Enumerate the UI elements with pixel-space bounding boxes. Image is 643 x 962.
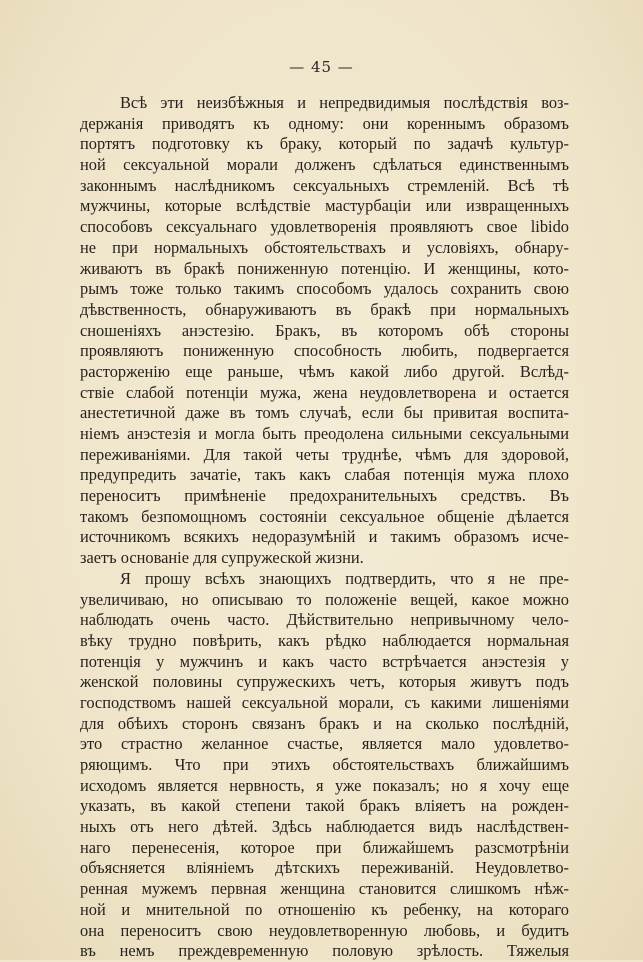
body-text [80,93,569,962]
text-line: исходомъ является нервность, я уже показалъ; но я хочу еще [80,775,569,795]
text-line: для обѣихъ сторонъ связанъ бракъ и на сколько послѣдній, [80,713,569,733]
text-line: источникомъ всякихъ недоразумѣній и такимъ образомъ исче- [80,527,569,547]
text-line: портятъ подготовку къ браку, который по задачѣ культур- [80,134,569,154]
text-line: заетъ основаніе для супружеской жизни. [80,548,364,568]
text-line: ствіе слабой потенціи мужа, жена неудовлетворена и остается [80,382,569,402]
text-line: она переноситъ свою неудовлетворенную любовь, и будитъ [80,920,569,940]
text-line: увеличиваю, но описываю то положеніе вещей, какое можно [80,589,569,609]
text-line: ной сексуальной морали долженъ сдѣлаться единственнымъ [80,155,569,175]
text-line: ніемъ анэстезія и могла быть преодолена сильными сексуальными [80,424,569,443]
text-line: потенція у мужчинъ и какъ часто встрѣчается анэстезія у [80,651,569,671]
text-line: расторженію еще раньше, чѣмъ какой либо другой. Вслѣд- [80,361,569,381]
text-line: женской половины супружескихъ четъ, которыя живутъ подъ [80,672,569,692]
text-line: ряющимъ. Что при этихъ обстоятельствахъ ближайшимъ [80,755,569,774]
paragraph [80,569,569,962]
text-line: ныхъ отъ него дѣтей. Здѣсь наблюдается видъ наслѣдствен- [80,817,569,837]
page-number: — 45 — [289,58,354,76]
text-line: живаютъ въ бракѣ пониженную потенцію. И женщины, кото- [80,258,569,278]
text-line: переноситъ примѣненіе предохранительныхъ средствъ. Въ [80,486,569,506]
text-line: способовъ сексуальнаго удовлетворенія проявляютъ свое libido [80,217,569,237]
text-line: сношеніяхъ анэстезію. Бракъ, въ которомъ обѣ стороны [80,320,569,340]
text-line: ной и мнительной по отношенію къ ребенку, на котораго [80,899,569,919]
text-line: наго перенесенія, которое при ближайшемъ разсмотрѣніи [80,837,569,857]
text-line: анестетичной даже въ томъ случаѣ, если бы привитая воспита- [80,403,569,423]
text-line: дѣвственность, обнаруживаютъ въ бракѣ при нормальныхъ [80,299,569,319]
text-line: господствомъ нашей сексуальной морали, съ какими лишеніями [80,692,569,712]
text-line: въ немъ преждевременную половую зрѣлость. Тяжелыя [80,941,569,961]
text-line: объясняется вліяніемъ дѣтскихъ переживаній. Неудовлетво- [80,858,569,878]
text-line: вѣку трудно повѣрить, какъ рѣдко наблюдается нормальная [80,630,569,650]
text-line: ренная мужемъ первная женщина становится слишкомъ нѣж- [80,879,569,899]
text-line: наблюдать очень часто. Дѣйствительно непривычному чело- [80,610,569,630]
text-line: не при нормальныхъ обстоятельствахъ и условіяхъ, обнару- [80,237,569,257]
text-line: мужчины, которые вслѣдствіе мастурбаціи или извращенныхъ [80,196,569,216]
text-line: держанія приводятъ къ одному: они кореннымъ образомъ [80,113,569,133]
text-line: такомъ безпомощномъ состояніи сексуальное общеніе дѣлается [80,506,569,526]
text-line: рымъ тоже только такимъ способомъ удалось сохранить свою [80,279,569,299]
text-line: проявляютъ пониженную способность любить, подвергается [80,341,569,361]
text-line: Я прошу всѣхъ знающихъ подтвердить, что я не пре- [120,568,569,588]
text-line: переживаніями. Для такой четы труднѣе, чѣмъ для здоровой, [80,444,569,464]
text-line: Всѣ эти неизбѣжныя и непредвидимыя послѣдствія воз- [120,93,569,112]
text-line: это страстно желанное счастье, является мало удовлетво- [80,734,569,754]
text-line: предупредить зачатіе, такъ какъ слабая потенція мужа плохо [80,465,569,485]
text-line: указать, въ какой степени такой бракъ вліяетъ на рожден- [80,796,569,816]
paragraph [80,93,569,569]
text-line: законнымъ наслѣдникомъ сексуальныхъ стремленій. Всѣ тѣ [80,175,569,195]
